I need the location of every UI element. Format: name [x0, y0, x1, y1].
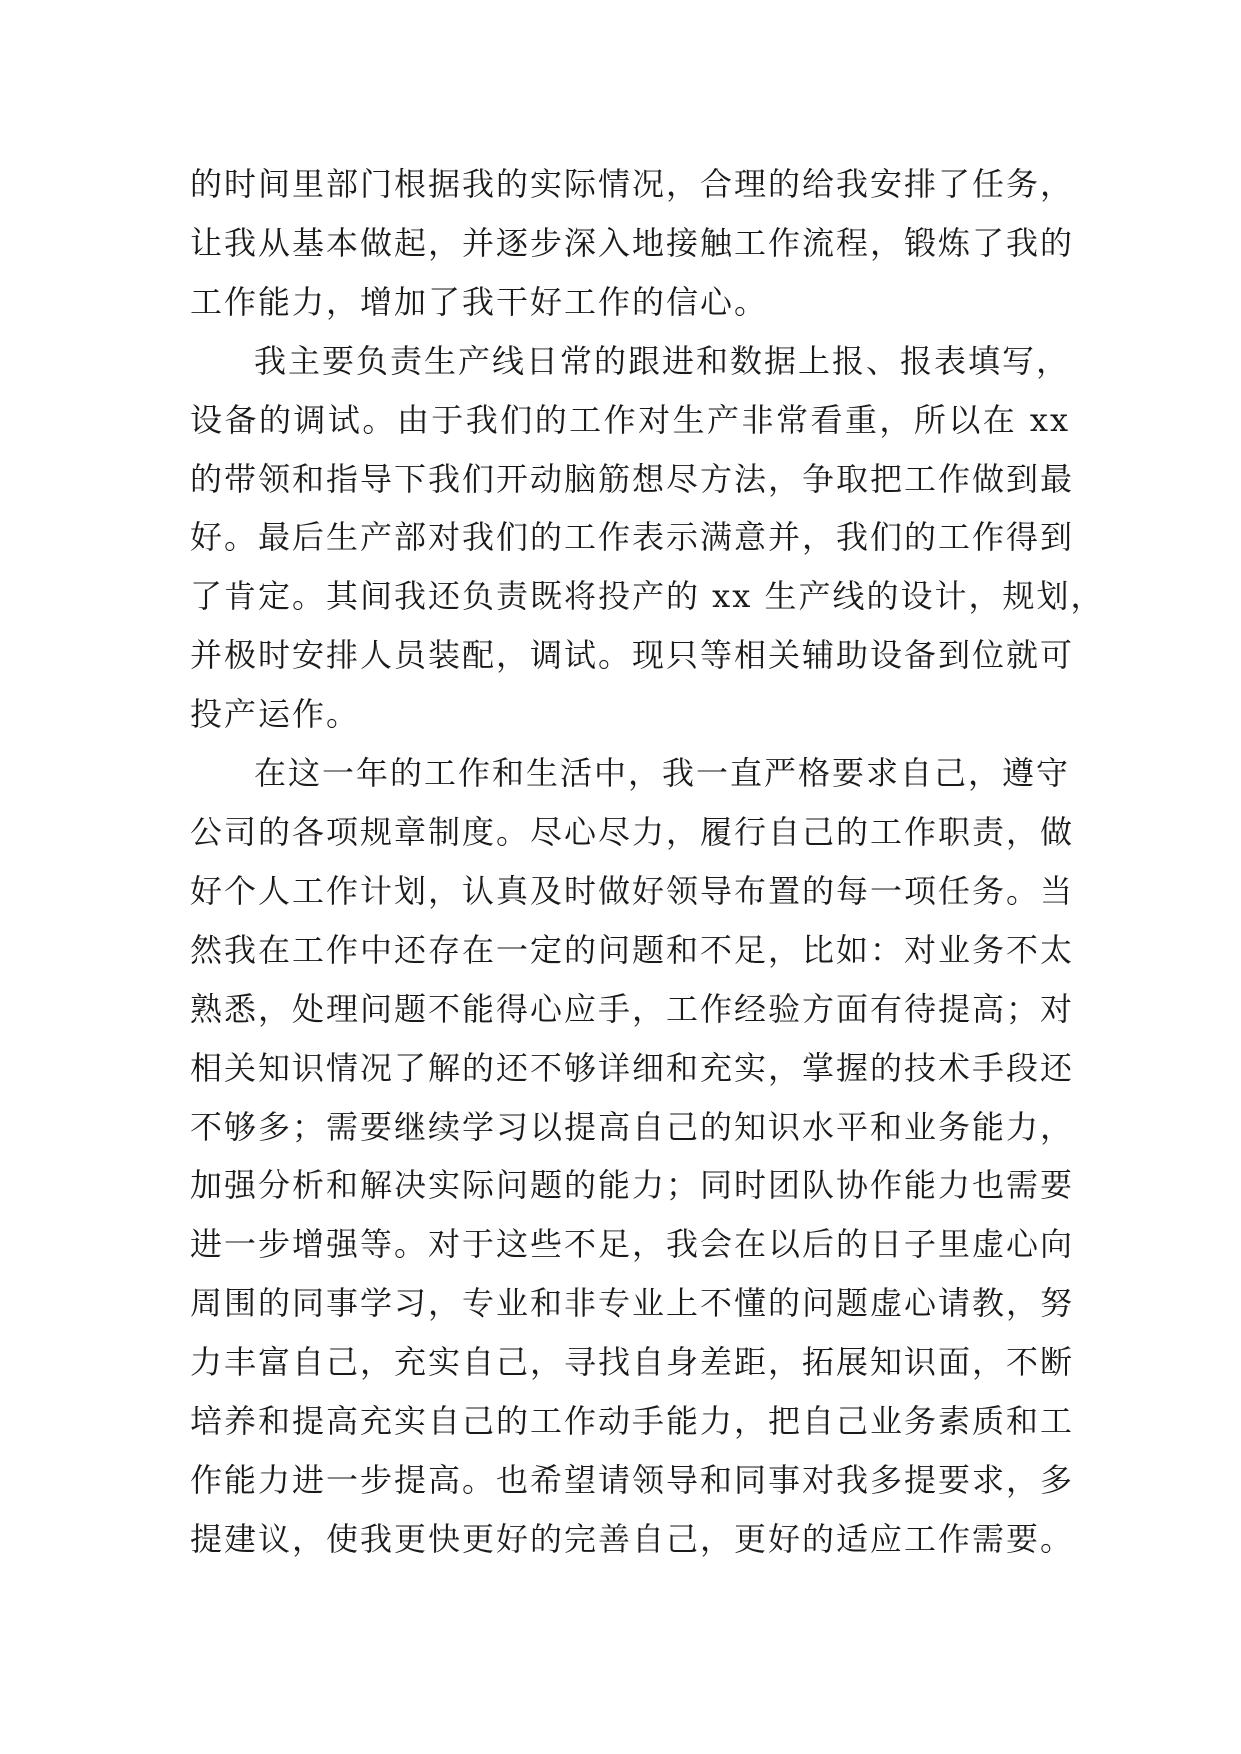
text-line: 提建议，使我更快更好的完善自己，更好的适应工作需要。	[190, 1519, 1075, 1558]
body-text	[190, 155, 1105, 1569]
text-line: 力丰富自己，充实自己，寻找自身差距，拓展知识面，不断	[190, 1343, 1075, 1382]
text-line: 让我从基本做起，并逐步深入地接触工作流程，锻炼了我的	[190, 223, 1075, 262]
text-line: 并极时安排人员装配，调试。现只等相关辅助设备到位就可	[190, 636, 1075, 675]
text-line: 的带领和指导下我们开动脑筋想尽方法，争取把工作做到最	[190, 459, 1075, 498]
text-line: 工作能力，增加了我干好工作的信心。	[190, 282, 769, 321]
text-line: 作能力进一步提高。也希望请领导和同事对我多提要求，多	[190, 1460, 1075, 1499]
text-line: 的时间里部门根据我的实际情况，合理的给我安排了任务，	[190, 165, 1075, 203]
text-line: 好个人工作计划，认真及时做好领导布置的每一项任务。当	[190, 871, 1075, 910]
text-line: 好。最后生产部对我们的工作表示满意并，我们的工作得到	[190, 518, 1075, 557]
text-line: 培养和提高充实自己的工作动手能力，把自己业务素质和工	[190, 1402, 1075, 1441]
text-line: 设备的调试。由于我们的工作对生产非常看重，所以在 xx	[190, 400, 1070, 439]
text-line: 相关知识情况了解的还不够详细和充实，掌握的技术手段还	[190, 1048, 1075, 1087]
paragraph-3	[190, 744, 1075, 1569]
text-line: 了肯定。其间我还负责既将投产的 xx 生产线的设计，规划，	[190, 577, 1105, 616]
text-line: 公司的各项规章制度。尽心尽力，履行自己的工作职责，做	[190, 812, 1075, 851]
text-line: 熟悉，处理问题不能得心应手，工作经验方面有待提高；对	[190, 989, 1075, 1028]
text-line: 不够多；需要继续学习以提高自己的知识水平和业务能力，	[190, 1107, 1075, 1146]
text-line: 周围的同事学习，专业和非专业上不懂的问题虚心请教，努	[190, 1284, 1075, 1323]
text-line: 进一步增强等。对于这些不足，我会在以后的日子里虚心向	[190, 1225, 1075, 1264]
paragraph-1	[190, 155, 1075, 332]
text-line: 然我在工作中还存在一定的问题和不足，比如：对业务不太	[190, 930, 1075, 969]
paragraph-2	[190, 332, 1105, 744]
text-line: 在这一年的工作和生活中，我一直严格要求自己，遵守	[254, 754, 1071, 793]
text-line: 投产运作。	[190, 695, 361, 734]
text-line: 我主要负责生产线日常的跟进和数据上报、报表填写，	[254, 341, 1071, 380]
text-line: 加强分析和解决实际问题的能力；同时团队协作能力也需要	[190, 1166, 1075, 1205]
